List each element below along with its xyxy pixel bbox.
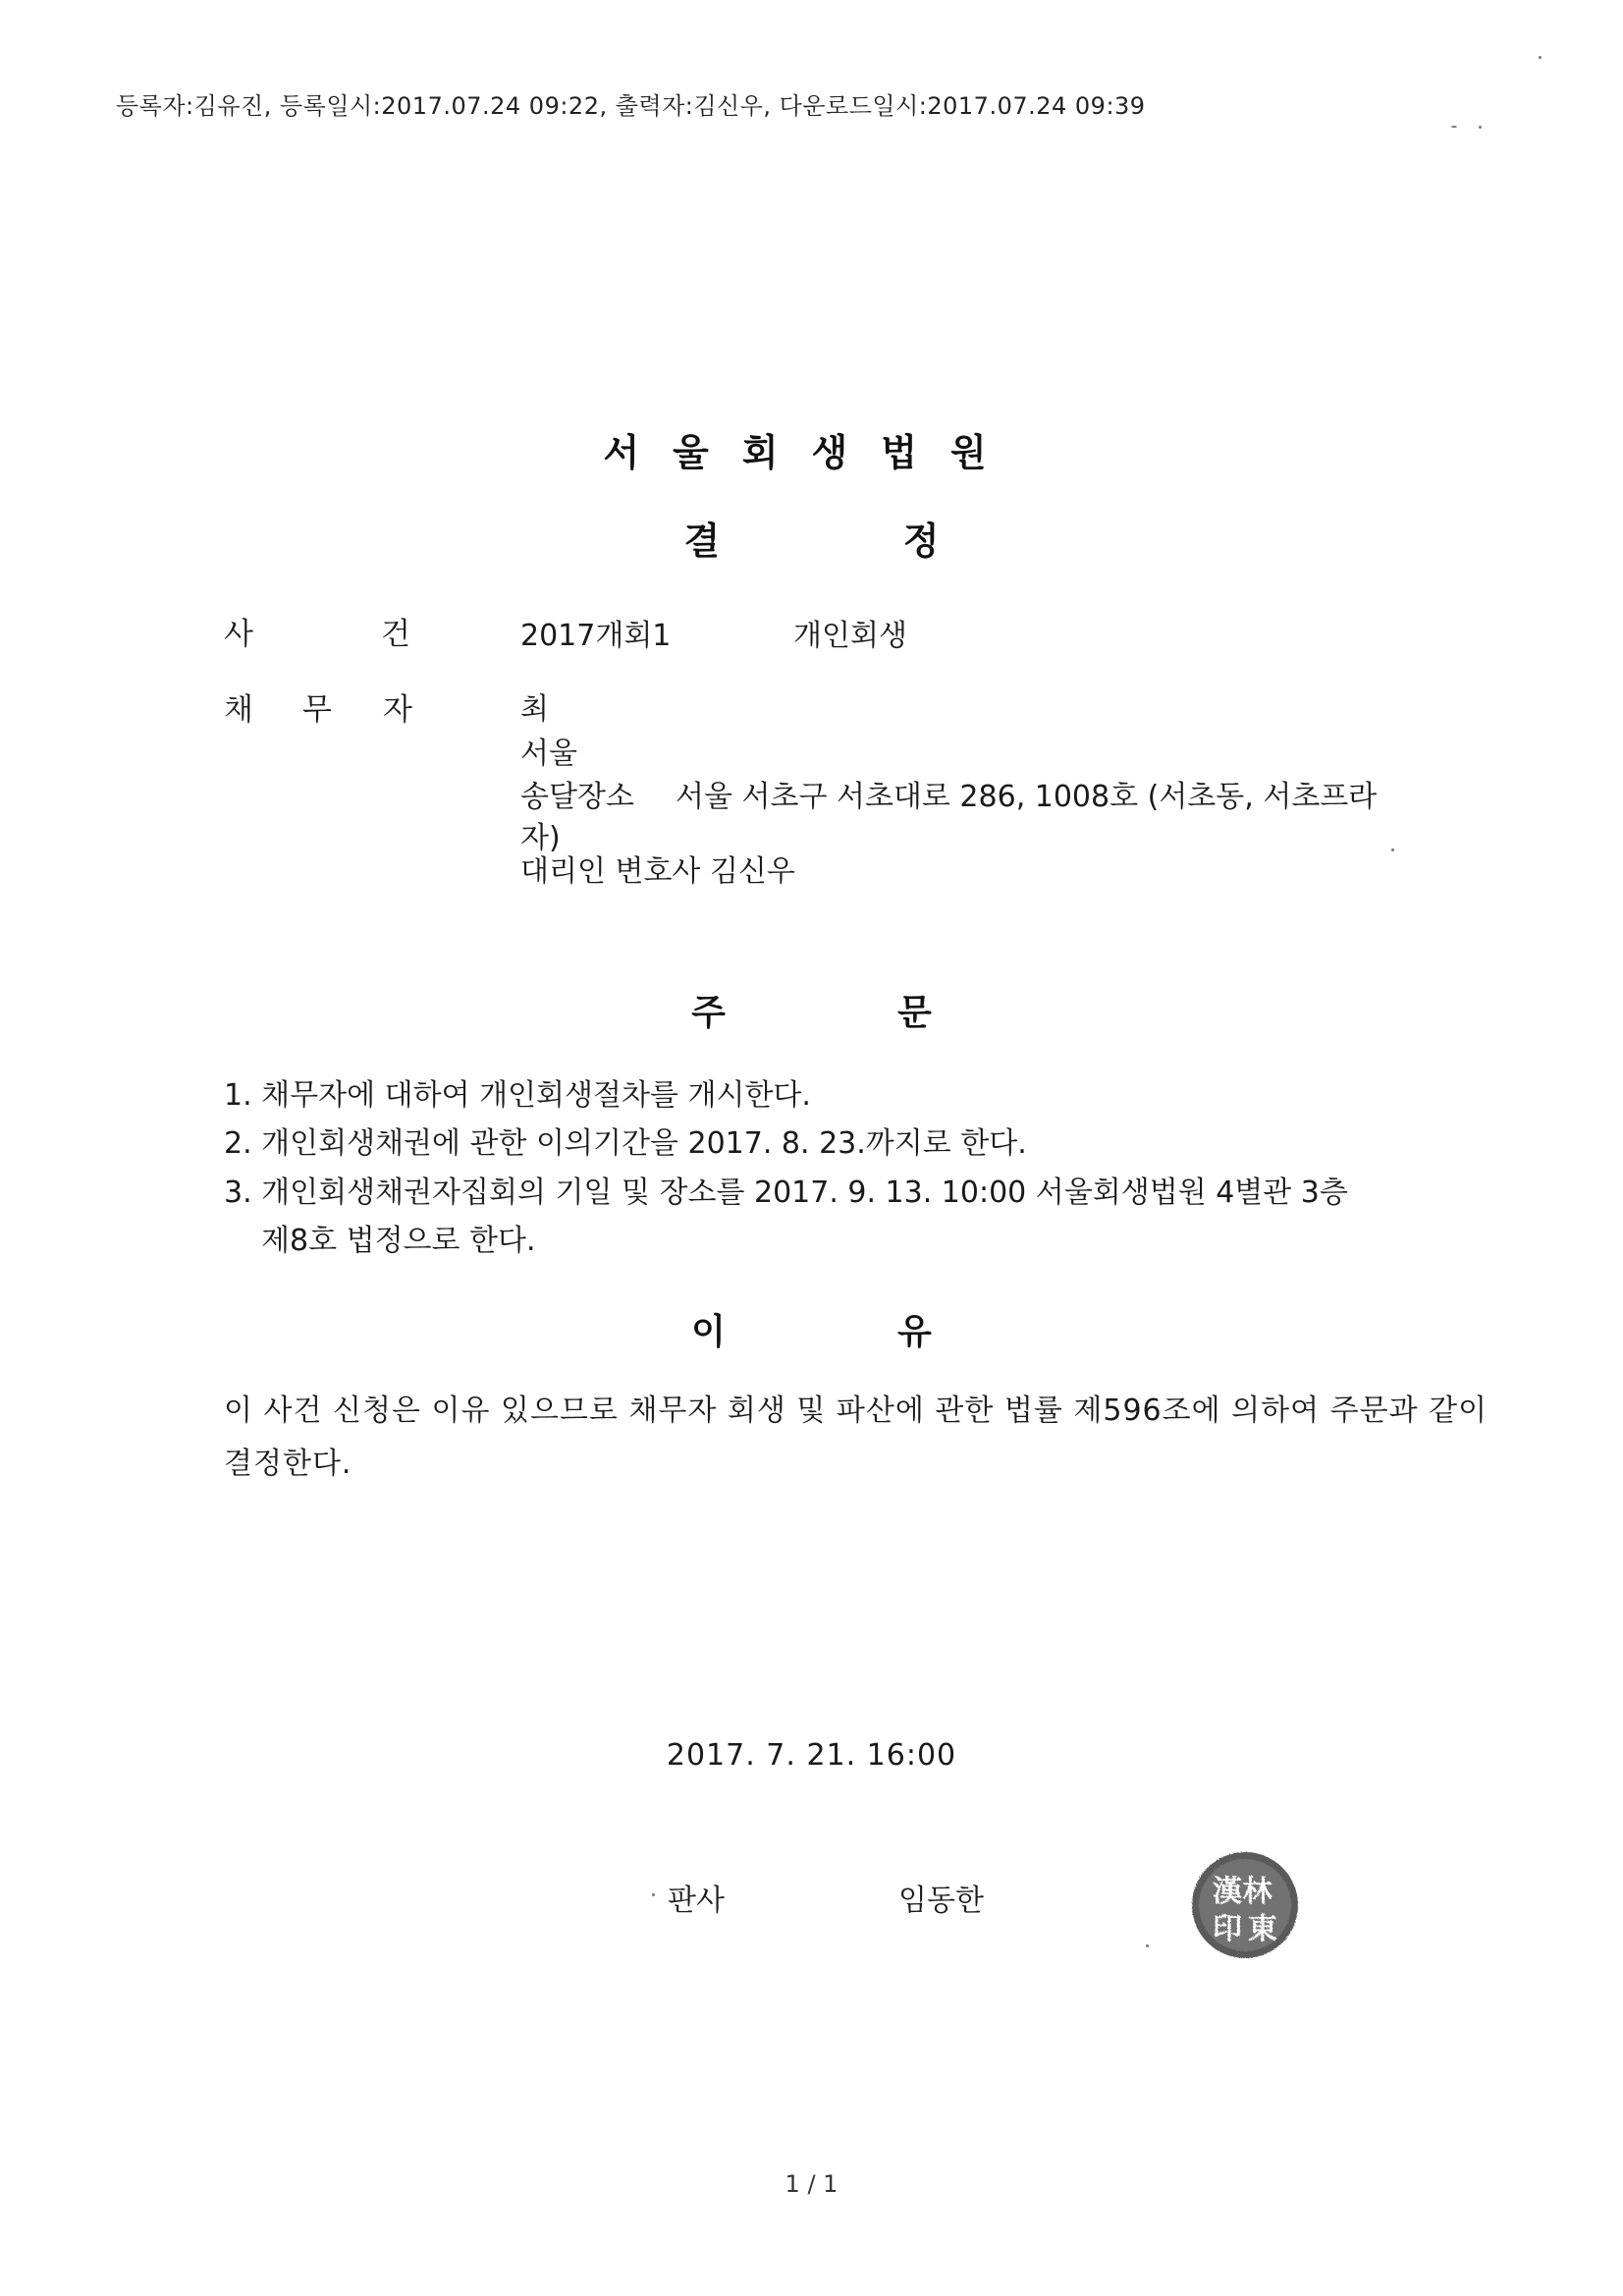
scan-speck (652, 1893, 655, 1896)
scan-speck (1451, 126, 1457, 128)
document-type-char-1: 결 (683, 519, 721, 563)
document-type-char-2: 정 (902, 519, 940, 563)
judge-title: 판사 (668, 1884, 725, 1918)
reason-text: 이 사건 신청은 이유 있으므로 채무자 회생 및 파산에 관한 법률 제596조에 의하여 주문과 같이 결정한다. (224, 1394, 1488, 1481)
court-name: 서울회생법원 (603, 431, 1020, 474)
service-address-label: 송달장소 (520, 780, 634, 814)
debtor-agent: 대리인 변호사 김신우 (520, 854, 795, 889)
debtor-residence: 서울 (520, 737, 577, 771)
case-label-char-1: 사 (224, 617, 253, 652)
reason-title-char-1: 이 (691, 1312, 726, 1352)
case-type: 개인회생 (793, 619, 907, 653)
reason-section-title (0, 1304, 1623, 1354)
seal-glyphs: 漢林 印 東 (1213, 1875, 1277, 1946)
debtor-name: 최 (520, 692, 549, 727)
service-address-line1: 서울 서초구 서초대로 286, 1008호 (서초동, 서초프라 (676, 780, 1378, 814)
scan-speck (1479, 126, 1482, 129)
reason-title-char-2: 유 (897, 1312, 932, 1352)
scan-speck (1539, 56, 1542, 59)
page-number: 1 / 1 (784, 2170, 839, 2198)
decision-datetime: 2017. 7. 21. 16:00 (666, 1738, 957, 1773)
debtor-label: 채 무 자 (224, 692, 412, 728)
case-label (224, 609, 410, 653)
case-label-char-2: 건 (381, 617, 410, 652)
judge-name: 임동한 (898, 1884, 984, 1918)
order-item-3-continuation: 제8호 법정으로 한다. (261, 1224, 536, 1258)
order-title-char-2: 문 (897, 993, 932, 1033)
order-item-2: 2. 개인회생채권에 관한 이의기간을 2017. 8. 23.까지로 한다. (224, 1126, 1027, 1161)
document-type (0, 511, 1623, 565)
order-section-title (0, 985, 1623, 1035)
scan-speck (1391, 848, 1394, 851)
order-title-char-1: 주 (691, 993, 726, 1033)
judge-seal (1186, 1846, 1304, 1964)
case-number: 2017개회1 (520, 619, 672, 653)
registration-info: 등록자:김유진, 등록일시:2017.07.24 09:22, 출력자:김신우, 다운로드일시:2017.07.24 09:39 (116, 92, 1146, 120)
order-item-3: 3. 개인회생채권자집회의 기일 및 장소를 2017. 9. 13. 10:00 서울회생법원 4별관 3층 (224, 1175, 1348, 1210)
service-address-line2: 자) (520, 821, 561, 855)
scan-speck (1146, 1944, 1149, 1947)
order-item-1: 1. 채무자에 대하여 개인회생절차를 개시한다. (224, 1078, 811, 1113)
